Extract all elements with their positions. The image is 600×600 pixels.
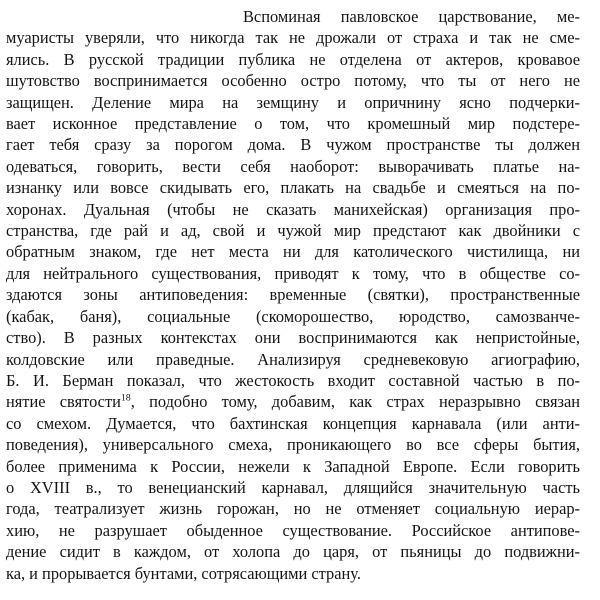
body-paragraph bbox=[6, 6, 580, 584]
text-line: гает тебя сразу за порогом дома. В чужом пространстве ты должен bbox=[6, 135, 580, 155]
text-line: изнанку или вовсе скидывать его, плакать на свадьбе и смеяться на по- bbox=[6, 178, 580, 198]
text-line: Вспоминая павловское царствование, ме- bbox=[243, 7, 580, 26]
text-line: хоронах. Дуальная (чтобы не сказать манихейская) организация про- bbox=[6, 199, 580, 219]
text-line: вает исконное представление о том, что кромешный мир подстере- bbox=[6, 114, 580, 134]
text-line: хию, не разрушает обыденное существование. Российское антипове- bbox=[6, 520, 580, 540]
text-line-with-footnote bbox=[6, 391, 580, 412]
text-line: Б. И. Берман показал, что жестокость входит составной частью в по- bbox=[6, 370, 580, 390]
footnote-marker[interactable]: 18 bbox=[120, 392, 131, 404]
text-line: поведения), универсального смеха, проникающего во все сферы бытия, bbox=[6, 435, 580, 455]
text-line: ство). В разных контекстах они воспринимаются как непристойные, bbox=[6, 328, 580, 348]
text-line: одеваться, говорить, вести себя наоборот: выворачивать платье на- bbox=[6, 156, 580, 176]
text-line: дение сидит в каждом, от холопа до царя, от пьяницы до подвижни- bbox=[6, 542, 580, 562]
text-line: колдовские или праведные. Анализируя средневековую агиографию, bbox=[6, 349, 580, 369]
text-line: защищен. Деление мира на земщину и опричнину ясно подчерки- bbox=[6, 92, 580, 112]
text-line: здаются зоны антиповедения: временные (святки), пространственные bbox=[6, 285, 580, 305]
text-line: года, театрализует жизнь горожан, но не отменяет социальную иерар- bbox=[6, 499, 580, 519]
text-segment: , подобно тому, добавим, как страх неразрывно связан bbox=[130, 392, 581, 412]
text-line: о XVIII в., то венецианский карнавал, длящийся значительную часть bbox=[6, 477, 580, 497]
text-line: со смехом. Думается, что бахтинская концепция карнавала (или анти- bbox=[6, 413, 580, 433]
text-line: муаристы уверяли, что никогда так не дрожали от страха и так не сме- bbox=[6, 28, 580, 48]
text-segment: нятие святости bbox=[6, 392, 121, 412]
text-line: ялись. В русской традиции публика не отделена от актеров, кровавое bbox=[6, 49, 580, 69]
text-line: более применима к России, нежели к Западной Европе. Если говорить bbox=[6, 456, 580, 476]
text-line: шутовство воспринимается особенно остро потому, что ты от него не bbox=[6, 71, 580, 91]
text-line: обратным знаком, где нет места ни для католического чистилища, ни bbox=[6, 242, 580, 262]
text-line: ка, и прорывается бунтами, сотрясающими страну. bbox=[6, 563, 361, 583]
text-line: для нейтрального существования, приводят к тому, что в обществе со- bbox=[6, 263, 580, 283]
text-line: (кабак, баня), социальные (скоморошество, юродство, самозванче- bbox=[6, 306, 580, 326]
text-line: странства, где рай и ад, свой и чужой мир предстают как двойники с bbox=[6, 221, 580, 241]
